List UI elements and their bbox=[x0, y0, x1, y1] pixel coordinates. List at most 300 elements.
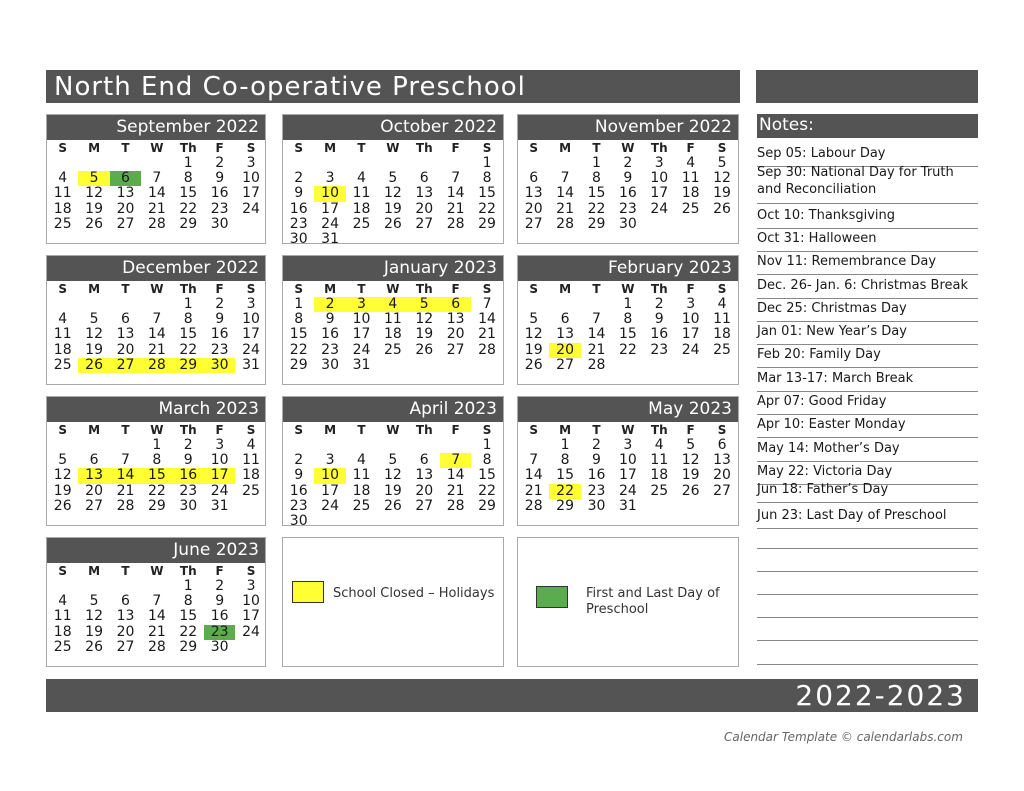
day-cell: 15 bbox=[179, 326, 198, 343]
note-text: Apr 10: Easter Monday bbox=[757, 417, 906, 432]
day-cell: 11 bbox=[352, 185, 371, 202]
weekday-label: W bbox=[150, 141, 164, 155]
day-cell: 29 bbox=[478, 215, 496, 232]
day-cell: 28 bbox=[147, 215, 166, 232]
day-cell: 20 bbox=[713, 467, 731, 484]
day-grid bbox=[518, 156, 738, 232]
day-cell: 1 bbox=[294, 296, 304, 312]
day-cell: 16 bbox=[321, 326, 339, 343]
month-0 bbox=[46, 114, 266, 244]
empty-day bbox=[78, 579, 109, 594]
weekday-label: Th bbox=[650, 141, 668, 155]
day-cell: 22 bbox=[179, 200, 198, 217]
note-item bbox=[757, 277, 978, 299]
day-cell: 7 bbox=[529, 452, 539, 469]
day-cell: 1 bbox=[183, 578, 193, 594]
day-cell: 19 bbox=[53, 482, 72, 499]
note-text: Jun 23: Last Day of Preschool bbox=[757, 508, 947, 523]
day-cell: 3 bbox=[246, 578, 256, 594]
day-cell: 12 bbox=[713, 170, 731, 187]
day-cell: 19 bbox=[85, 200, 103, 217]
day-cell: 16 bbox=[587, 467, 606, 484]
blank-note-line bbox=[757, 664, 978, 665]
empty-day bbox=[110, 297, 141, 312]
day-cell: 24 bbox=[242, 341, 260, 358]
day-cell: 28 bbox=[556, 215, 574, 232]
day-cell: 25 bbox=[713, 341, 731, 358]
day-cell: 13 bbox=[116, 326, 135, 343]
day-grid bbox=[47, 438, 265, 514]
empty-day bbox=[47, 156, 78, 171]
day-cell: 10 bbox=[242, 593, 260, 610]
day-cell: 14 bbox=[524, 467, 543, 484]
day-cell: 11 bbox=[53, 326, 72, 343]
empty-day bbox=[283, 438, 314, 453]
empty-day bbox=[47, 579, 78, 594]
empty-day bbox=[47, 438, 78, 453]
day-cell: 10 bbox=[210, 452, 229, 469]
weekday-label: F bbox=[215, 141, 224, 155]
day-cell: 15 bbox=[179, 608, 198, 625]
note-item bbox=[757, 393, 978, 415]
empty-day bbox=[377, 438, 408, 453]
legend-first-last-box bbox=[517, 537, 739, 667]
month-9 bbox=[46, 537, 266, 667]
day-cell: 7 bbox=[451, 170, 461, 187]
day-cell: 29 bbox=[173, 358, 204, 373]
day-cell: 8 bbox=[623, 311, 633, 328]
day-cell: 25 bbox=[352, 497, 371, 514]
weekday-label: M bbox=[324, 423, 337, 437]
blank-note-line bbox=[757, 571, 978, 572]
day-cell: 9 bbox=[654, 311, 664, 328]
month-3 bbox=[46, 255, 266, 385]
day-cell: 7 bbox=[121, 452, 130, 469]
day-cell: 27 bbox=[110, 358, 141, 373]
day-cell: 4 bbox=[58, 170, 68, 187]
day-cell: 17 bbox=[321, 200, 339, 217]
day-cell: 1 bbox=[623, 296, 633, 312]
weekday-label: M bbox=[88, 141, 101, 155]
month-7 bbox=[282, 396, 504, 529]
weekday-label: S bbox=[246, 423, 256, 437]
day-cell: 21 bbox=[147, 341, 166, 358]
day-cell: 23 bbox=[587, 482, 606, 499]
first-last-swatch bbox=[536, 586, 568, 608]
day-cell: 30 bbox=[179, 497, 198, 514]
day-cell: 2 bbox=[215, 296, 225, 312]
day-cell: 21 bbox=[116, 482, 135, 499]
weekday-label: T bbox=[357, 423, 366, 437]
day-cell: 21 bbox=[587, 341, 606, 358]
day-cell: 20 bbox=[116, 200, 135, 217]
day-cell: 16 bbox=[210, 185, 229, 202]
day-grid bbox=[283, 297, 503, 373]
day-cell: 25 bbox=[242, 482, 260, 499]
day-cell: 24 bbox=[650, 200, 669, 217]
day-cell: 11 bbox=[53, 608, 72, 625]
weekday-label: T bbox=[592, 141, 601, 155]
day-cell: 14 bbox=[478, 311, 496, 328]
day-cell: 29 bbox=[179, 638, 198, 655]
weekday-label: Th bbox=[179, 282, 197, 296]
day-cell: 6 bbox=[717, 437, 727, 453]
day-cell: 4 bbox=[654, 437, 664, 453]
weekday-header bbox=[47, 563, 265, 579]
day-cell: 15 bbox=[556, 467, 574, 484]
empty-day bbox=[409, 156, 440, 171]
note-text: Dec 25: Christmas Day bbox=[757, 301, 907, 316]
day-cell: 28 bbox=[587, 356, 606, 373]
day-cell: 22 bbox=[179, 623, 198, 640]
weekday-label: S bbox=[529, 141, 539, 155]
weekday-label: Th bbox=[650, 282, 668, 296]
month-title: September 2022 bbox=[47, 115, 265, 140]
day-cell: 23 bbox=[321, 341, 339, 358]
day-cell: 10 bbox=[618, 452, 637, 469]
day-cell: 17 bbox=[242, 326, 260, 343]
day-cell: 30 bbox=[587, 497, 606, 514]
day-cell: 3 bbox=[325, 452, 335, 469]
day-cell: 24 bbox=[618, 482, 637, 499]
month-title: December 2022 bbox=[47, 256, 265, 281]
day-cell: 13 bbox=[556, 326, 574, 343]
weekday-label: M bbox=[559, 423, 572, 437]
day-cell: 27 bbox=[415, 215, 434, 232]
day-cell: 8 bbox=[592, 170, 601, 187]
day-cell: 30 bbox=[289, 230, 308, 247]
weekday-label: F bbox=[215, 282, 224, 296]
month-6 bbox=[46, 396, 266, 526]
day-cell: 23 bbox=[618, 200, 637, 217]
note-text: Feb 20: Family Day bbox=[757, 347, 881, 362]
weekday-header bbox=[283, 281, 503, 297]
day-cell: 25 bbox=[650, 482, 669, 499]
weekday-label: S bbox=[294, 141, 304, 155]
note-item bbox=[757, 300, 978, 322]
day-cell: 23 bbox=[204, 625, 235, 640]
day-cell: 8 bbox=[183, 170, 193, 187]
day-cell: 8 bbox=[482, 452, 492, 469]
day-cell: 21 bbox=[524, 482, 543, 499]
school-year: 2022-2023 bbox=[795, 679, 966, 712]
weekday-label: Th bbox=[650, 423, 668, 437]
day-cell: 17 bbox=[681, 326, 700, 343]
day-cell: 26 bbox=[415, 341, 434, 358]
day-cell: 6 bbox=[419, 170, 429, 187]
day-cell: 23 bbox=[289, 215, 308, 232]
month-title: May 2023 bbox=[518, 397, 738, 422]
day-cell: 9 bbox=[623, 170, 633, 187]
day-cell: 9 bbox=[294, 467, 304, 484]
footer-credit: Calendar Template © calendarlabs.com bbox=[724, 730, 963, 744]
day-cell: 31 bbox=[210, 497, 229, 514]
day-cell: 26 bbox=[713, 200, 731, 217]
day-cell: 28 bbox=[478, 341, 496, 358]
blank-note-line bbox=[757, 617, 978, 618]
note-text: Nov 11: Remembrance Day bbox=[757, 254, 937, 269]
weekday-label: F bbox=[451, 423, 460, 437]
weekday-label: T bbox=[357, 282, 366, 296]
weekday-label: Th bbox=[415, 423, 433, 437]
day-cell: 23 bbox=[210, 200, 229, 217]
month-5 bbox=[517, 255, 739, 385]
weekday-label: S bbox=[294, 423, 304, 437]
day-cell: 22 bbox=[147, 482, 166, 499]
weekday-label: S bbox=[529, 282, 539, 296]
day-cell: 21 bbox=[478, 326, 496, 343]
month-title: April 2023 bbox=[283, 397, 503, 422]
month-2 bbox=[517, 114, 739, 244]
day-cell: 10 bbox=[650, 170, 669, 187]
weekday-label: S bbox=[482, 141, 492, 155]
day-cell: 4 bbox=[377, 297, 408, 312]
weekday-label: S bbox=[294, 282, 304, 296]
weekday-label: T bbox=[592, 423, 601, 437]
day-cell: 1 bbox=[592, 155, 601, 171]
day-cell: 30 bbox=[210, 638, 229, 655]
day-cell: 20 bbox=[524, 200, 543, 217]
day-cell: 20 bbox=[415, 482, 434, 499]
weekday-label: S bbox=[717, 282, 727, 296]
empty-day bbox=[78, 156, 109, 171]
day-cell: 6 bbox=[419, 452, 429, 469]
month-title: February 2023 bbox=[518, 256, 738, 281]
empty-day bbox=[518, 438, 549, 453]
empty-day bbox=[581, 297, 612, 312]
weekday-label: T bbox=[357, 141, 366, 155]
empty-day bbox=[78, 297, 109, 312]
weekday-label: Th bbox=[179, 423, 197, 437]
day-cell: 7 bbox=[592, 311, 601, 328]
weekday-header bbox=[518, 140, 738, 156]
weekday-label: W bbox=[386, 282, 400, 296]
note-text: Apr 07: Good Friday bbox=[757, 394, 887, 409]
day-cell: 2 bbox=[623, 155, 633, 171]
holiday-legend-label: School Closed – Holidays bbox=[333, 586, 495, 601]
day-cell: 12 bbox=[383, 185, 402, 202]
day-cell: 14 bbox=[147, 608, 166, 625]
day-cell: 18 bbox=[352, 482, 371, 499]
weekday-label: M bbox=[88, 564, 101, 578]
weekday-label: F bbox=[686, 282, 695, 296]
day-cell: 12 bbox=[383, 467, 402, 484]
day-cell: 29 bbox=[179, 215, 198, 232]
day-cell: 20 bbox=[85, 482, 103, 499]
day-cell: 30 bbox=[618, 215, 637, 232]
weekday-label: F bbox=[451, 141, 460, 155]
notes-header bbox=[757, 114, 978, 138]
day-cell: 20 bbox=[116, 623, 135, 640]
day-cell: 1 bbox=[152, 437, 162, 453]
weekday-label: F bbox=[686, 141, 695, 155]
day-cell: 25 bbox=[53, 215, 72, 232]
day-cell: 6 bbox=[121, 593, 130, 610]
weekday-header bbox=[47, 281, 265, 297]
weekday-label: W bbox=[150, 282, 164, 296]
day-cell: 5 bbox=[388, 170, 398, 187]
day-cell: 2 bbox=[183, 437, 193, 453]
empty-day bbox=[440, 156, 471, 171]
day-cell: 22 bbox=[549, 484, 580, 499]
day-grid bbox=[47, 156, 265, 232]
day-cell: 23 bbox=[179, 482, 198, 499]
day-cell: 18 bbox=[650, 467, 669, 484]
day-cell: 31 bbox=[618, 497, 637, 514]
note-item bbox=[757, 164, 978, 204]
day-cell: 1 bbox=[183, 296, 193, 312]
day-cell: 13 bbox=[415, 185, 434, 202]
title-divider bbox=[740, 70, 756, 103]
day-cell: 2 bbox=[294, 170, 304, 187]
day-cell: 16 bbox=[650, 326, 669, 343]
day-cell: 4 bbox=[58, 311, 68, 328]
month-8 bbox=[517, 396, 739, 526]
blank-note-line bbox=[757, 548, 978, 549]
empty-day bbox=[518, 156, 549, 171]
day-cell: 2 bbox=[654, 296, 664, 312]
day-cell: 11 bbox=[53, 185, 72, 202]
month-1 bbox=[282, 114, 504, 247]
empty-day bbox=[141, 579, 172, 594]
day-cell: 13 bbox=[713, 452, 731, 469]
day-cell: 28 bbox=[446, 497, 465, 514]
weekday-label: S bbox=[58, 564, 68, 578]
weekday-label: T bbox=[121, 423, 130, 437]
day-cell: 25 bbox=[383, 341, 402, 358]
day-cell: 24 bbox=[321, 497, 339, 514]
day-cell: 6 bbox=[121, 311, 130, 328]
day-cell: 14 bbox=[147, 326, 166, 343]
day-cell: 2 bbox=[314, 297, 345, 312]
weekday-label: S bbox=[482, 282, 492, 296]
day-cell: 5 bbox=[58, 452, 68, 469]
day-cell: 12 bbox=[85, 326, 103, 343]
day-cell: 10 bbox=[352, 311, 371, 328]
empty-day bbox=[377, 156, 408, 171]
day-cell: 8 bbox=[183, 593, 193, 610]
day-grid bbox=[47, 297, 265, 373]
day-cell: 8 bbox=[482, 170, 492, 187]
day-cell: 22 bbox=[587, 200, 606, 217]
day-cell: 5 bbox=[529, 311, 539, 328]
day-cell: 1 bbox=[482, 437, 492, 453]
day-cell: 5 bbox=[89, 593, 99, 610]
title-bar bbox=[46, 70, 978, 103]
day-cell: 27 bbox=[446, 341, 465, 358]
day-cell: 18 bbox=[681, 185, 700, 202]
year-bar bbox=[46, 679, 978, 712]
day-cell: 21 bbox=[147, 200, 166, 217]
day-cell: 23 bbox=[650, 341, 669, 358]
empty-day bbox=[346, 156, 377, 171]
day-cell: 30 bbox=[210, 215, 229, 232]
day-grid bbox=[518, 438, 738, 514]
empty-day bbox=[440, 438, 471, 453]
day-cell: 17 bbox=[321, 482, 339, 499]
month-title: January 2023 bbox=[283, 256, 503, 281]
day-cell: 20 bbox=[446, 326, 465, 343]
weekday-label: S bbox=[58, 141, 68, 155]
day-cell: 5 bbox=[409, 297, 440, 312]
day-cell: 17 bbox=[352, 326, 371, 343]
day-cell: 5 bbox=[78, 171, 109, 186]
day-cell: 26 bbox=[85, 215, 103, 232]
day-cell: 8 bbox=[294, 311, 304, 328]
day-cell: 18 bbox=[53, 623, 72, 640]
day-cell: 27 bbox=[116, 215, 135, 232]
day-cell: 5 bbox=[89, 311, 99, 328]
day-cell: 26 bbox=[85, 638, 103, 655]
day-cell: 15 bbox=[587, 185, 606, 202]
day-cell: 6 bbox=[110, 171, 141, 186]
day-cell: 16 bbox=[210, 326, 229, 343]
empty-day bbox=[314, 156, 345, 171]
day-cell: 1 bbox=[560, 437, 570, 453]
empty-day bbox=[283, 156, 314, 171]
day-cell: 4 bbox=[717, 296, 727, 312]
note-item bbox=[757, 323, 978, 345]
note-item bbox=[757, 346, 978, 368]
note-text: May 14: Mother’s Day bbox=[757, 441, 900, 456]
first-last-legend-label: First and Last Day of Preschool bbox=[586, 586, 720, 617]
weekday-label: T bbox=[121, 564, 130, 578]
day-cell: 13 bbox=[524, 185, 543, 202]
weekday-label: W bbox=[150, 564, 164, 578]
day-cell: 5 bbox=[686, 437, 696, 453]
note-text: Sep 05: Labour Day bbox=[757, 146, 886, 161]
day-cell: 27 bbox=[85, 497, 103, 514]
notes-title: Notes: bbox=[759, 115, 814, 135]
day-cell: 12 bbox=[681, 452, 700, 469]
day-cell: 2 bbox=[215, 578, 225, 594]
day-cell: 31 bbox=[352, 356, 371, 373]
day-cell: 13 bbox=[78, 468, 109, 483]
day-cell: 29 bbox=[147, 497, 166, 514]
empty-day bbox=[141, 156, 172, 171]
day-cell: 25 bbox=[681, 200, 700, 217]
note-text: Oct 10: Thanksgiving bbox=[757, 208, 896, 223]
day-cell: 21 bbox=[446, 200, 465, 217]
weekday-label: Th bbox=[415, 282, 433, 296]
day-cell: 7 bbox=[440, 453, 471, 468]
day-cell: 17 bbox=[650, 185, 669, 202]
weekday-label: W bbox=[386, 141, 400, 155]
note-text: May 22: Victoria Day bbox=[757, 464, 893, 479]
empty-day bbox=[110, 156, 141, 171]
weekday-label: M bbox=[88, 423, 101, 437]
day-cell: 12 bbox=[415, 311, 434, 328]
day-cell: 13 bbox=[415, 467, 434, 484]
day-cell: 15 bbox=[478, 467, 496, 484]
day-cell: 22 bbox=[618, 341, 637, 358]
month-4 bbox=[282, 255, 504, 385]
weekday-label: W bbox=[150, 423, 164, 437]
day-cell: 26 bbox=[78, 358, 109, 373]
empty-day bbox=[518, 297, 549, 312]
weekday-label: Th bbox=[179, 141, 197, 155]
weekday-label: W bbox=[621, 423, 635, 437]
day-cell: 19 bbox=[415, 326, 434, 343]
note-item bbox=[757, 230, 978, 252]
day-cell: 16 bbox=[210, 608, 229, 625]
weekday-header bbox=[283, 140, 503, 156]
day-cell: 7 bbox=[152, 311, 162, 328]
empty-day bbox=[409, 438, 440, 453]
day-cell: 10 bbox=[314, 186, 345, 201]
day-cell: 14 bbox=[446, 467, 465, 484]
empty-day bbox=[47, 297, 78, 312]
